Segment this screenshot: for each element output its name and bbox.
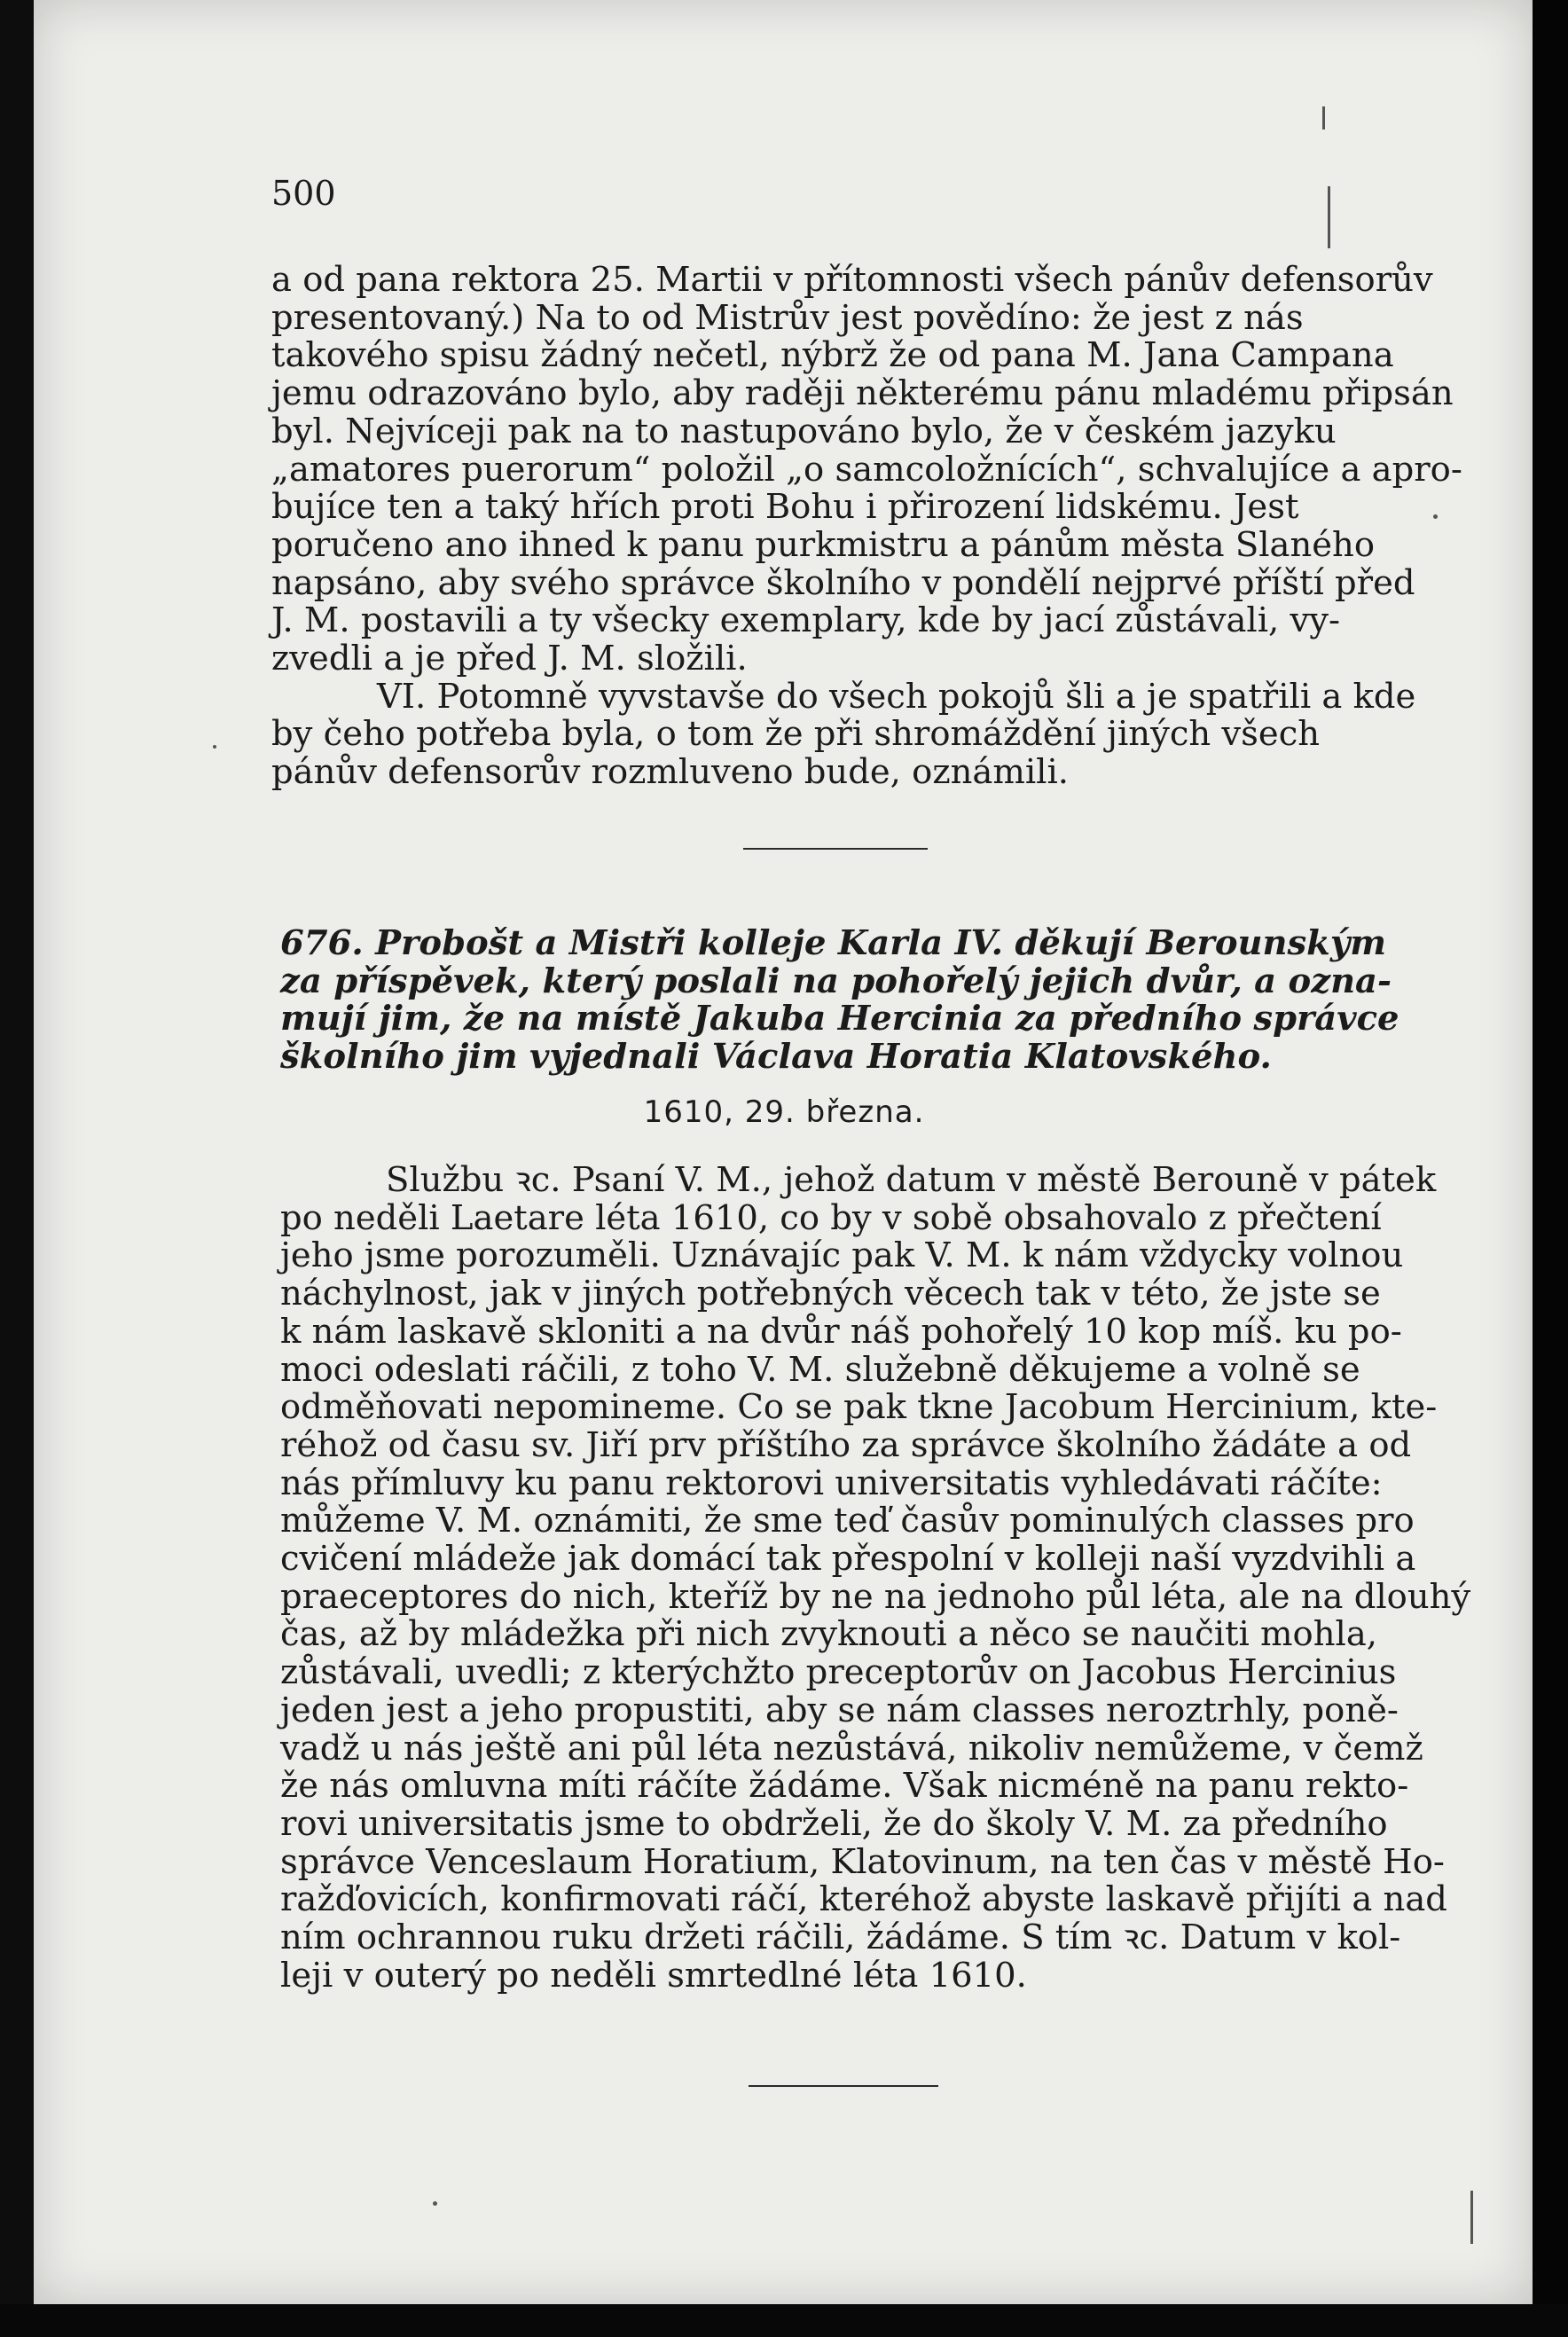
- text-line: napsáno, aby svého správce školního v pondělí nejprvé příští před: [271, 562, 1415, 603]
- scan-border-bottom: [0, 2304, 1568, 2337]
- text-line: jeden jest a jeho propustiti, aby se nám classes neroztrhly, poně-: [280, 1690, 1399, 1730]
- scan-speck: [1433, 514, 1438, 519]
- text-line: zvedli a je před J. M. složili.: [271, 639, 748, 679]
- text-line: byl. Nejvíceji pak na to nastupováno bylo, že v českém jazyku: [271, 411, 1337, 451]
- document-date: 1610, 29. března.: [643, 1094, 925, 1130]
- text-line: a od pana rektora 25. Martii v přítomnosti všech pánův defensorův: [271, 260, 1433, 300]
- text-line: že nás omluvna míti ráčíte žádáme. Však nicméně na panu rekto-: [280, 1766, 1409, 1807]
- text-line: réhož od času sv. Jiří prv příštího za správce školního žádáte a od: [280, 1424, 1412, 1465]
- end-divider: [749, 2085, 938, 2087]
- text-line: jemu odrazováno bylo, aby raději některému pánu mladému připsán: [271, 373, 1454, 414]
- text-line: jeho jsme porozuměli. Uznávajíc pak V. M. k nám vždycky volnou: [280, 1235, 1404, 1276]
- text-line: takového spisu žádný nečetl, nýbrž že od pana M. Jana Campana: [271, 335, 1394, 376]
- text-line: pánův defensorův rozmluveno bude, oznámili.: [271, 752, 1070, 793]
- continued-text-block: [271, 260, 1462, 793]
- text-line: bujíce ten a taký hřích proti Bohu i přirození lidskému. Jest: [271, 487, 1299, 528]
- text-line: presentovaný.) Na to od Mistrův jest povědíno: že jest z nás: [271, 297, 1304, 338]
- heading-line: školního jim vyjednali Václava Horatia Klatovského.: [280, 1037, 1272, 1078]
- text-line: ražďovicích, konfirmovati ráčí, kteréhož abyste laskavě přijíti a nad: [280, 1879, 1447, 1920]
- scan-speck: [1322, 106, 1325, 129]
- text-line: poručeno ano ihned k panu purkmistru a pánům města Slaného: [271, 524, 1376, 565]
- text-line: „amatores puerorum“ položil „o samcoložnících“, schvalujíce a apro-: [271, 449, 1462, 490]
- text-line: odměňovati nepomineme. Co se pak tkne Jacobum Hercinium, kte-: [280, 1387, 1438, 1428]
- page-number: 500: [271, 174, 336, 213]
- text-line: Službu ꝛc. Psaní V. M., jehož datum v městě Berouně v pátek: [386, 1160, 1437, 1200]
- text-line: cvičení mládeže jak domácí tak přespolní v kolleji naší vyzdvihli a: [280, 1539, 1416, 1580]
- heading-line: za příspěvek, který poslali na pohořelý jejich dvůr, a ozna-: [280, 961, 1392, 1001]
- scan-speck: [213, 745, 216, 749]
- text-line: VI. Potomně vyvstavše do všech pokojů šli a je spatřili a kde: [377, 676, 1416, 717]
- text-line: správce Venceslaum Horatium, Klatovinum, na ten čas v městě Ho-: [280, 1841, 1445, 1882]
- heading-line: mují jim, že na místě Jakuba Hercinia za předního správce: [280, 999, 1399, 1039]
- text-line: by čeho potřeba byla, o tom že při shromáždění jiných všech: [271, 714, 1321, 755]
- text-line: nás přímluvy ku panu rektorovi universitatis vyhledávati ráčíte:: [280, 1463, 1383, 1503]
- text-line: čas, až by mládežka při nich zvyknouti a něco se naučiti mohla,: [280, 1614, 1378, 1655]
- text-line: po neděli Laetare léta 1610, co by v sobě obsahovalo z přečtení: [280, 1197, 1382, 1238]
- scan-speck: [1470, 2191, 1473, 2244]
- scan-border-right: [1533, 0, 1568, 2337]
- heading-line: 676. Probošt a Mistři kolleje Karla IV. děkují Berounským: [280, 923, 1386, 963]
- text-line: náchylnost, jak v jiných potřebných věcech tak v této, že jste se: [280, 1274, 1381, 1314]
- text-line: zůstávali, uvedli; z kterýchžto preceptorův on Jacobus Hercinius: [280, 1652, 1397, 1693]
- letter-body: [280, 1160, 1471, 1996]
- text-line: vadž u nás ještě ani půl léta nezůstává, nikoliv nemůžeme, v čemž: [280, 1728, 1423, 1768]
- text-line: J. M. postavili a ty všecky exemplary, kde by jací zůstávali, vy-: [271, 600, 1341, 641]
- text-line: k nám laskavě skloniti a na dvůr náš pohořelý 10 kop míš. ku po-: [280, 1311, 1402, 1352]
- text-line: ním ochrannou ruku držeti ráčili, žádáme. S tím ꝛc. Datum v kol-: [280, 1917, 1401, 1958]
- text-line: rovi universitatis jsme to obdrželi, že do školy V. M. za předního: [280, 1803, 1388, 1844]
- text-line: můžeme V. M. oznámiti, že sme teď časův pominulých classes pro: [280, 1501, 1415, 1541]
- section-divider: [743, 848, 928, 850]
- text-line: moci odeslati ráčili, z toho V. M. služebně děkujeme a volně se: [280, 1349, 1360, 1390]
- text-line: leji v outerý po neděli smrtedlné léta 1610.: [280, 1955, 1027, 1996]
- scan-speck: [433, 2201, 437, 2206]
- text-line: praeceptores do nich, kteříž by ne na jednoho půl léta, ale na dlouhý: [280, 1576, 1471, 1617]
- scan-speck: [1328, 186, 1330, 248]
- document-heading: [280, 925, 1407, 1077]
